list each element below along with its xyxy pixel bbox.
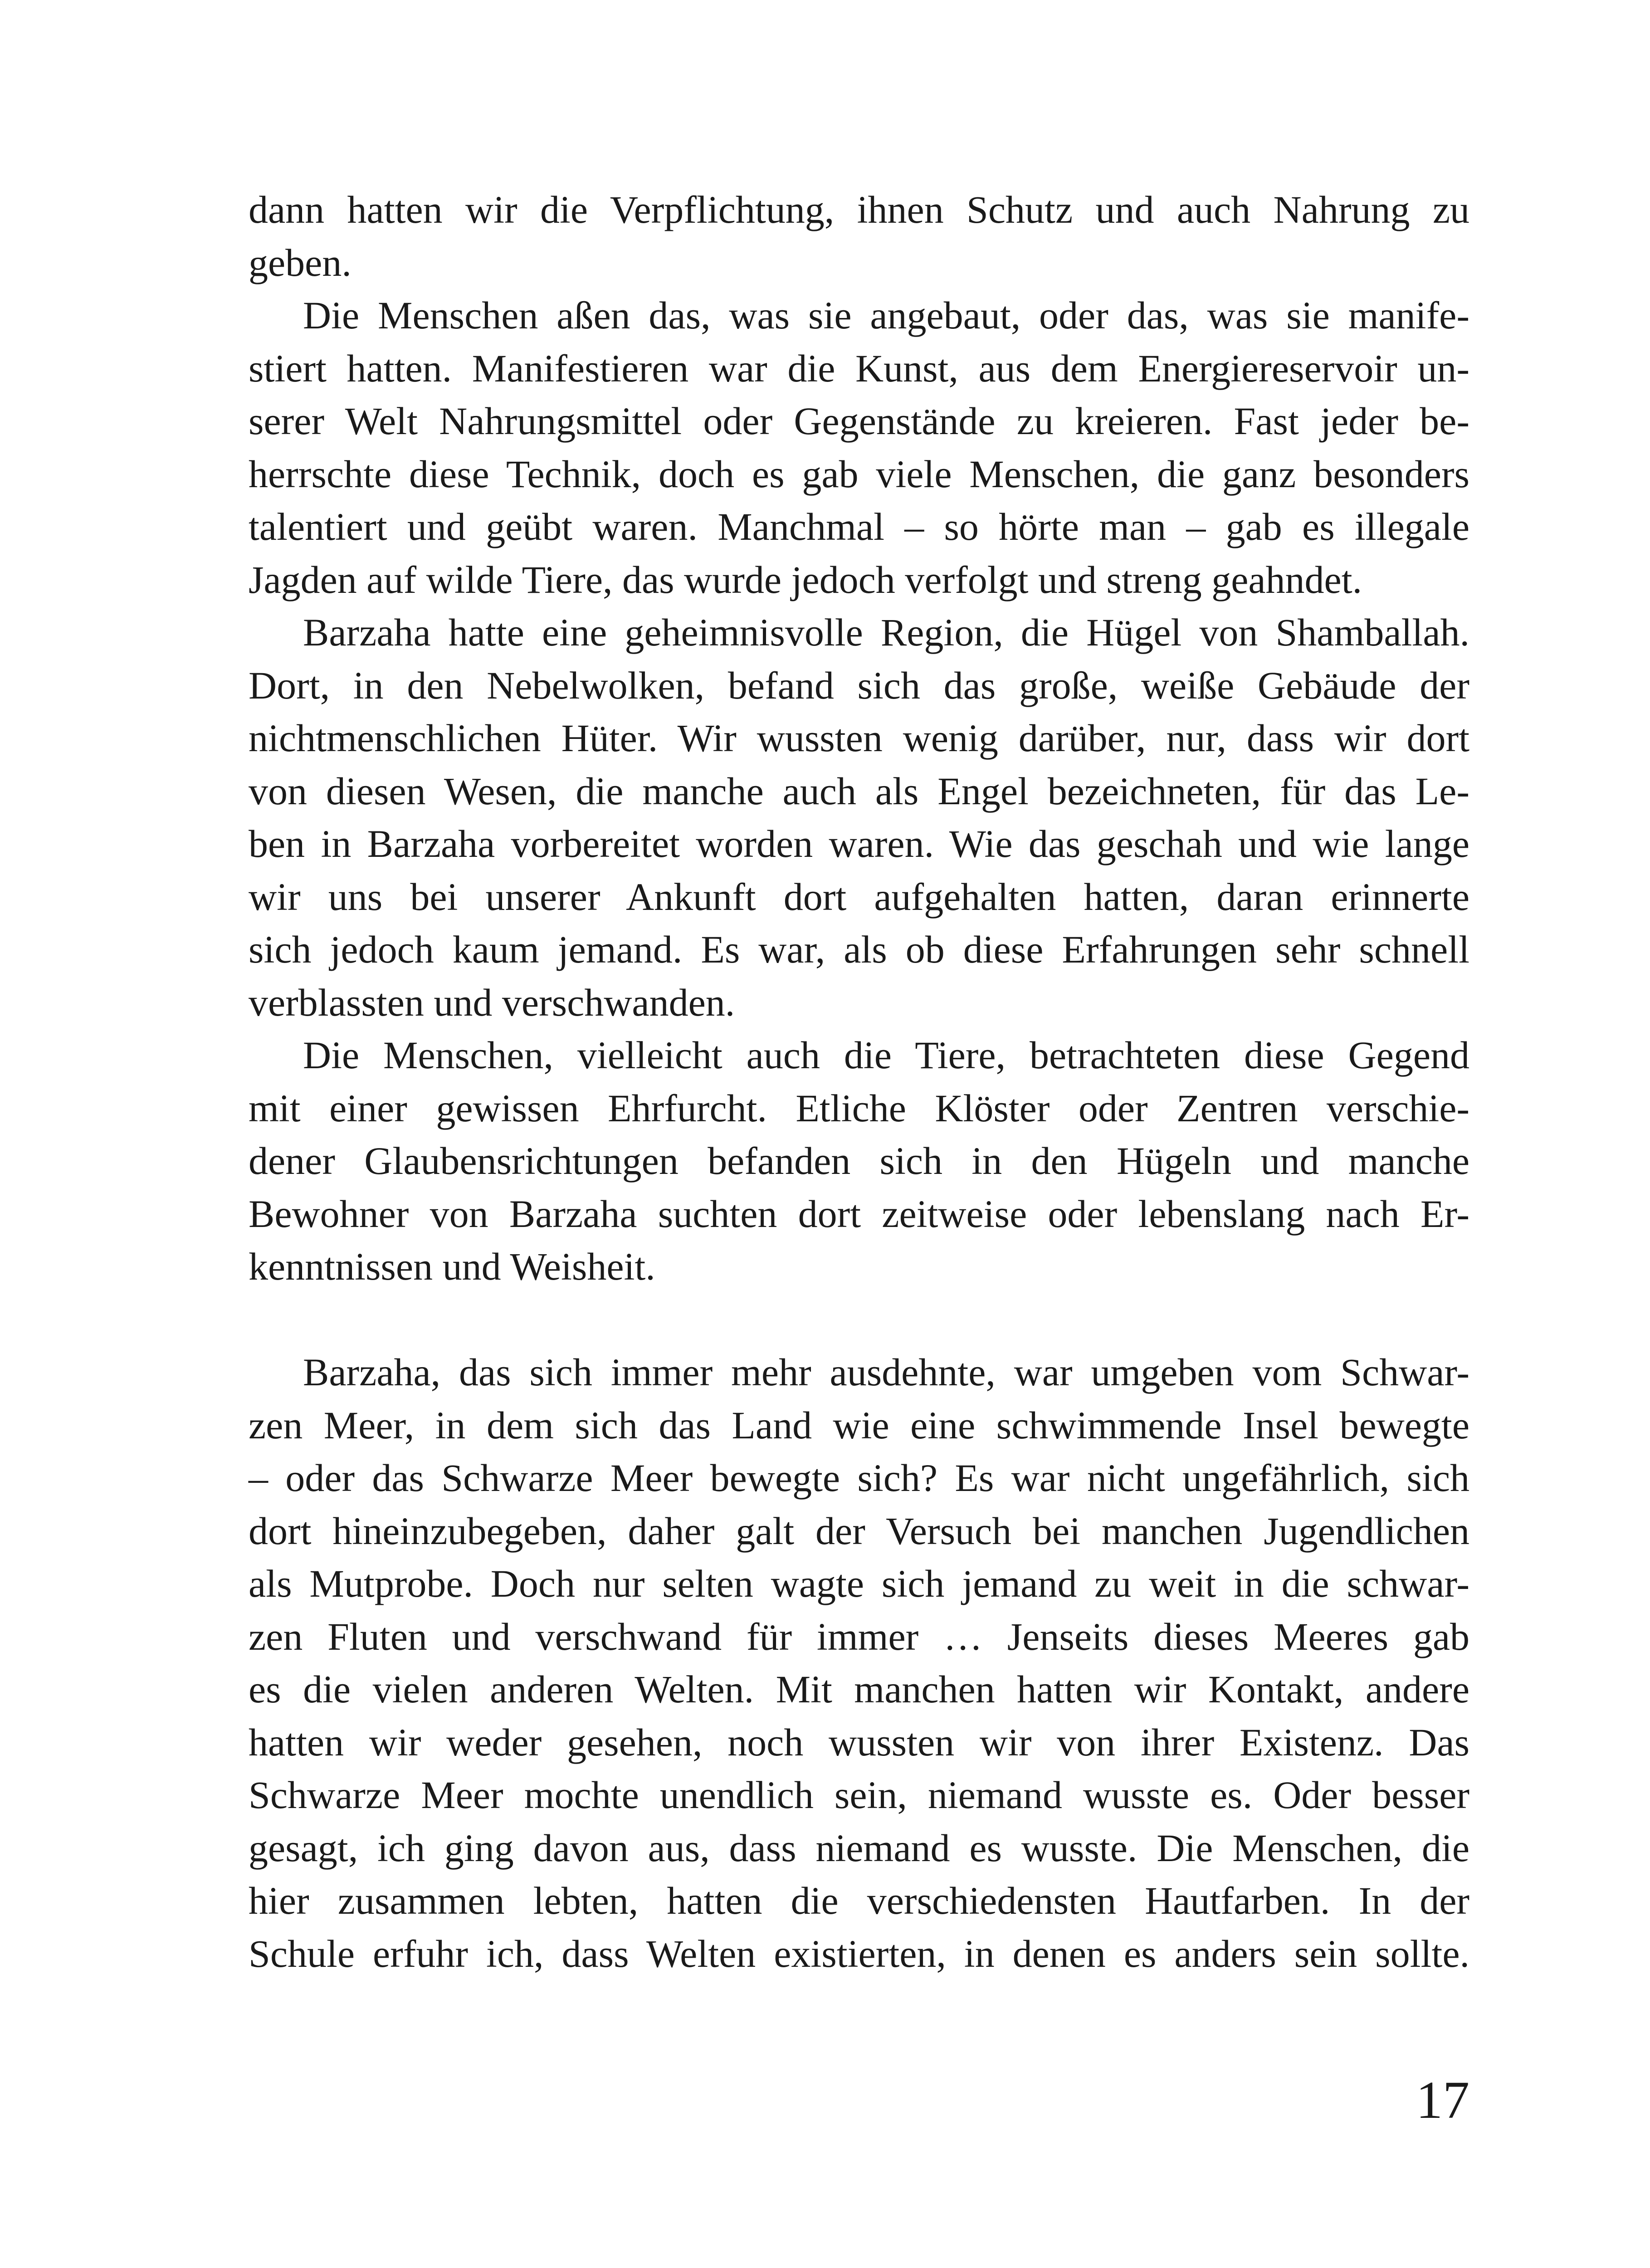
text-line: kenntnissen und Weisheit.	[249, 1245, 655, 1288]
text-line: hier zusammen lebten, hatten die verschiedensten Hautfarben. In der	[249, 1879, 1469, 1922]
text-line: dann hatten wir die Verpflichtung, ihnen Schutz und auch Nahrung zu	[249, 188, 1469, 231]
text-line: talentiert und geübt waren. Manchmal – so hörte man – gab es illegale	[249, 505, 1469, 548]
text-line: serer Welt Nahrungsmittel oder Gegenstände zu kreieren. Fast jeder be-	[249, 399, 1469, 443]
text-line: Barzaha hatte eine geheimnisvolle Region, die Hügel von Shamballah.	[303, 611, 1469, 654]
text-line: Die Menschen aßen das, was sie angebaut, oder das, was sie manife-	[303, 293, 1469, 337]
text-line: wir uns bei unserer Ankunft dort aufgehalten hatten, daran erinnerte	[249, 875, 1469, 919]
text-line: gesagt, ich ging davon aus, dass niemand es wusste. Die Menschen, die	[249, 1826, 1469, 1870]
text-line: Schwarze Meer mochte unendlich sein, niemand wusste es. Oder besser	[249, 1773, 1469, 1817]
text-line: nichtmenschlichen Hüter. Wir wussten wenig darüber, nur, dass wir dort	[249, 716, 1469, 760]
text-line: mit einer gewissen Ehrfurcht. Etliche Klöster oder Zentren verschie-	[249, 1086, 1469, 1130]
text-line: herrschte diese Technik, doch es gab viele Menschen, die ganz besonders	[249, 452, 1469, 496]
text-line: dener Glaubensrichtungen befanden sich in den Hügeln und manche	[249, 1139, 1469, 1183]
text-line: Schule erfuhr ich, dass Welten existierten, in denen es anders sein sollte.	[249, 1931, 1469, 1975]
text-line: zen Fluten und verschwand für immer … Jenseits dieses Meeres gab	[249, 1614, 1469, 1658]
text-line: Barzaha, das sich immer mehr ausdehnte, war umgeben vom Schwar-	[303, 1350, 1469, 1394]
text-line: Jagden auf wilde Tiere, das wurde jedoch verfolgt und streng geahndet.	[249, 557, 1362, 601]
text-line: als Mutprobe. Doch nur selten wagte sich jemand zu weit in die schwar-	[249, 1562, 1469, 1605]
page-number: 17	[1416, 2070, 1469, 2130]
text-line: dort hineinzubegeben, daher galt der Versuch bei manchen Jugendlichen	[249, 1509, 1469, 1553]
section-break	[249, 1293, 1469, 1346]
text-line: verblassten und verschwanden.	[249, 980, 735, 1024]
text-line: Dort, in den Nebelwolken, befand sich das große, weiße Gebäude der	[249, 663, 1469, 707]
text-line: stiert hatten. Manifestieren war die Kunst, aus dem Energiereservoir un-	[249, 346, 1469, 390]
text-line: Die Menschen, vielleicht auch die Tiere, betrachteten diese Gegend	[303, 1033, 1469, 1077]
text-line: geben.	[249, 240, 351, 284]
text-line: – oder das Schwarze Meer bewegte sich? Es war nicht ungefährlich, sich	[249, 1456, 1469, 1500]
text-line: sich jedoch kaum jemand. Es war, als ob diese Erfahrungen sehr schnell	[249, 928, 1469, 971]
text-line: hatten wir weder gesehen, noch wussten wir von ihrer Existenz. Das	[249, 1720, 1469, 1764]
text-line: von diesen Wesen, die manche auch als Engel bezeichneten, für das Le-	[249, 769, 1469, 813]
text-line: Bewohner von Barzaha suchten dort zeitweise oder lebenslang nach Er-	[249, 1192, 1469, 1236]
text-line: es die vielen anderen Welten. Mit manchen hatten wir Kontakt, andere	[249, 1667, 1469, 1711]
body-text	[249, 183, 1469, 1980]
text-line: zen Meer, in dem sich das Land wie eine schwimmende Insel bewegte	[249, 1403, 1469, 1447]
text-line: ben in Barzaha vorbereitet worden waren. Wie das geschah und wie lange	[249, 822, 1469, 865]
